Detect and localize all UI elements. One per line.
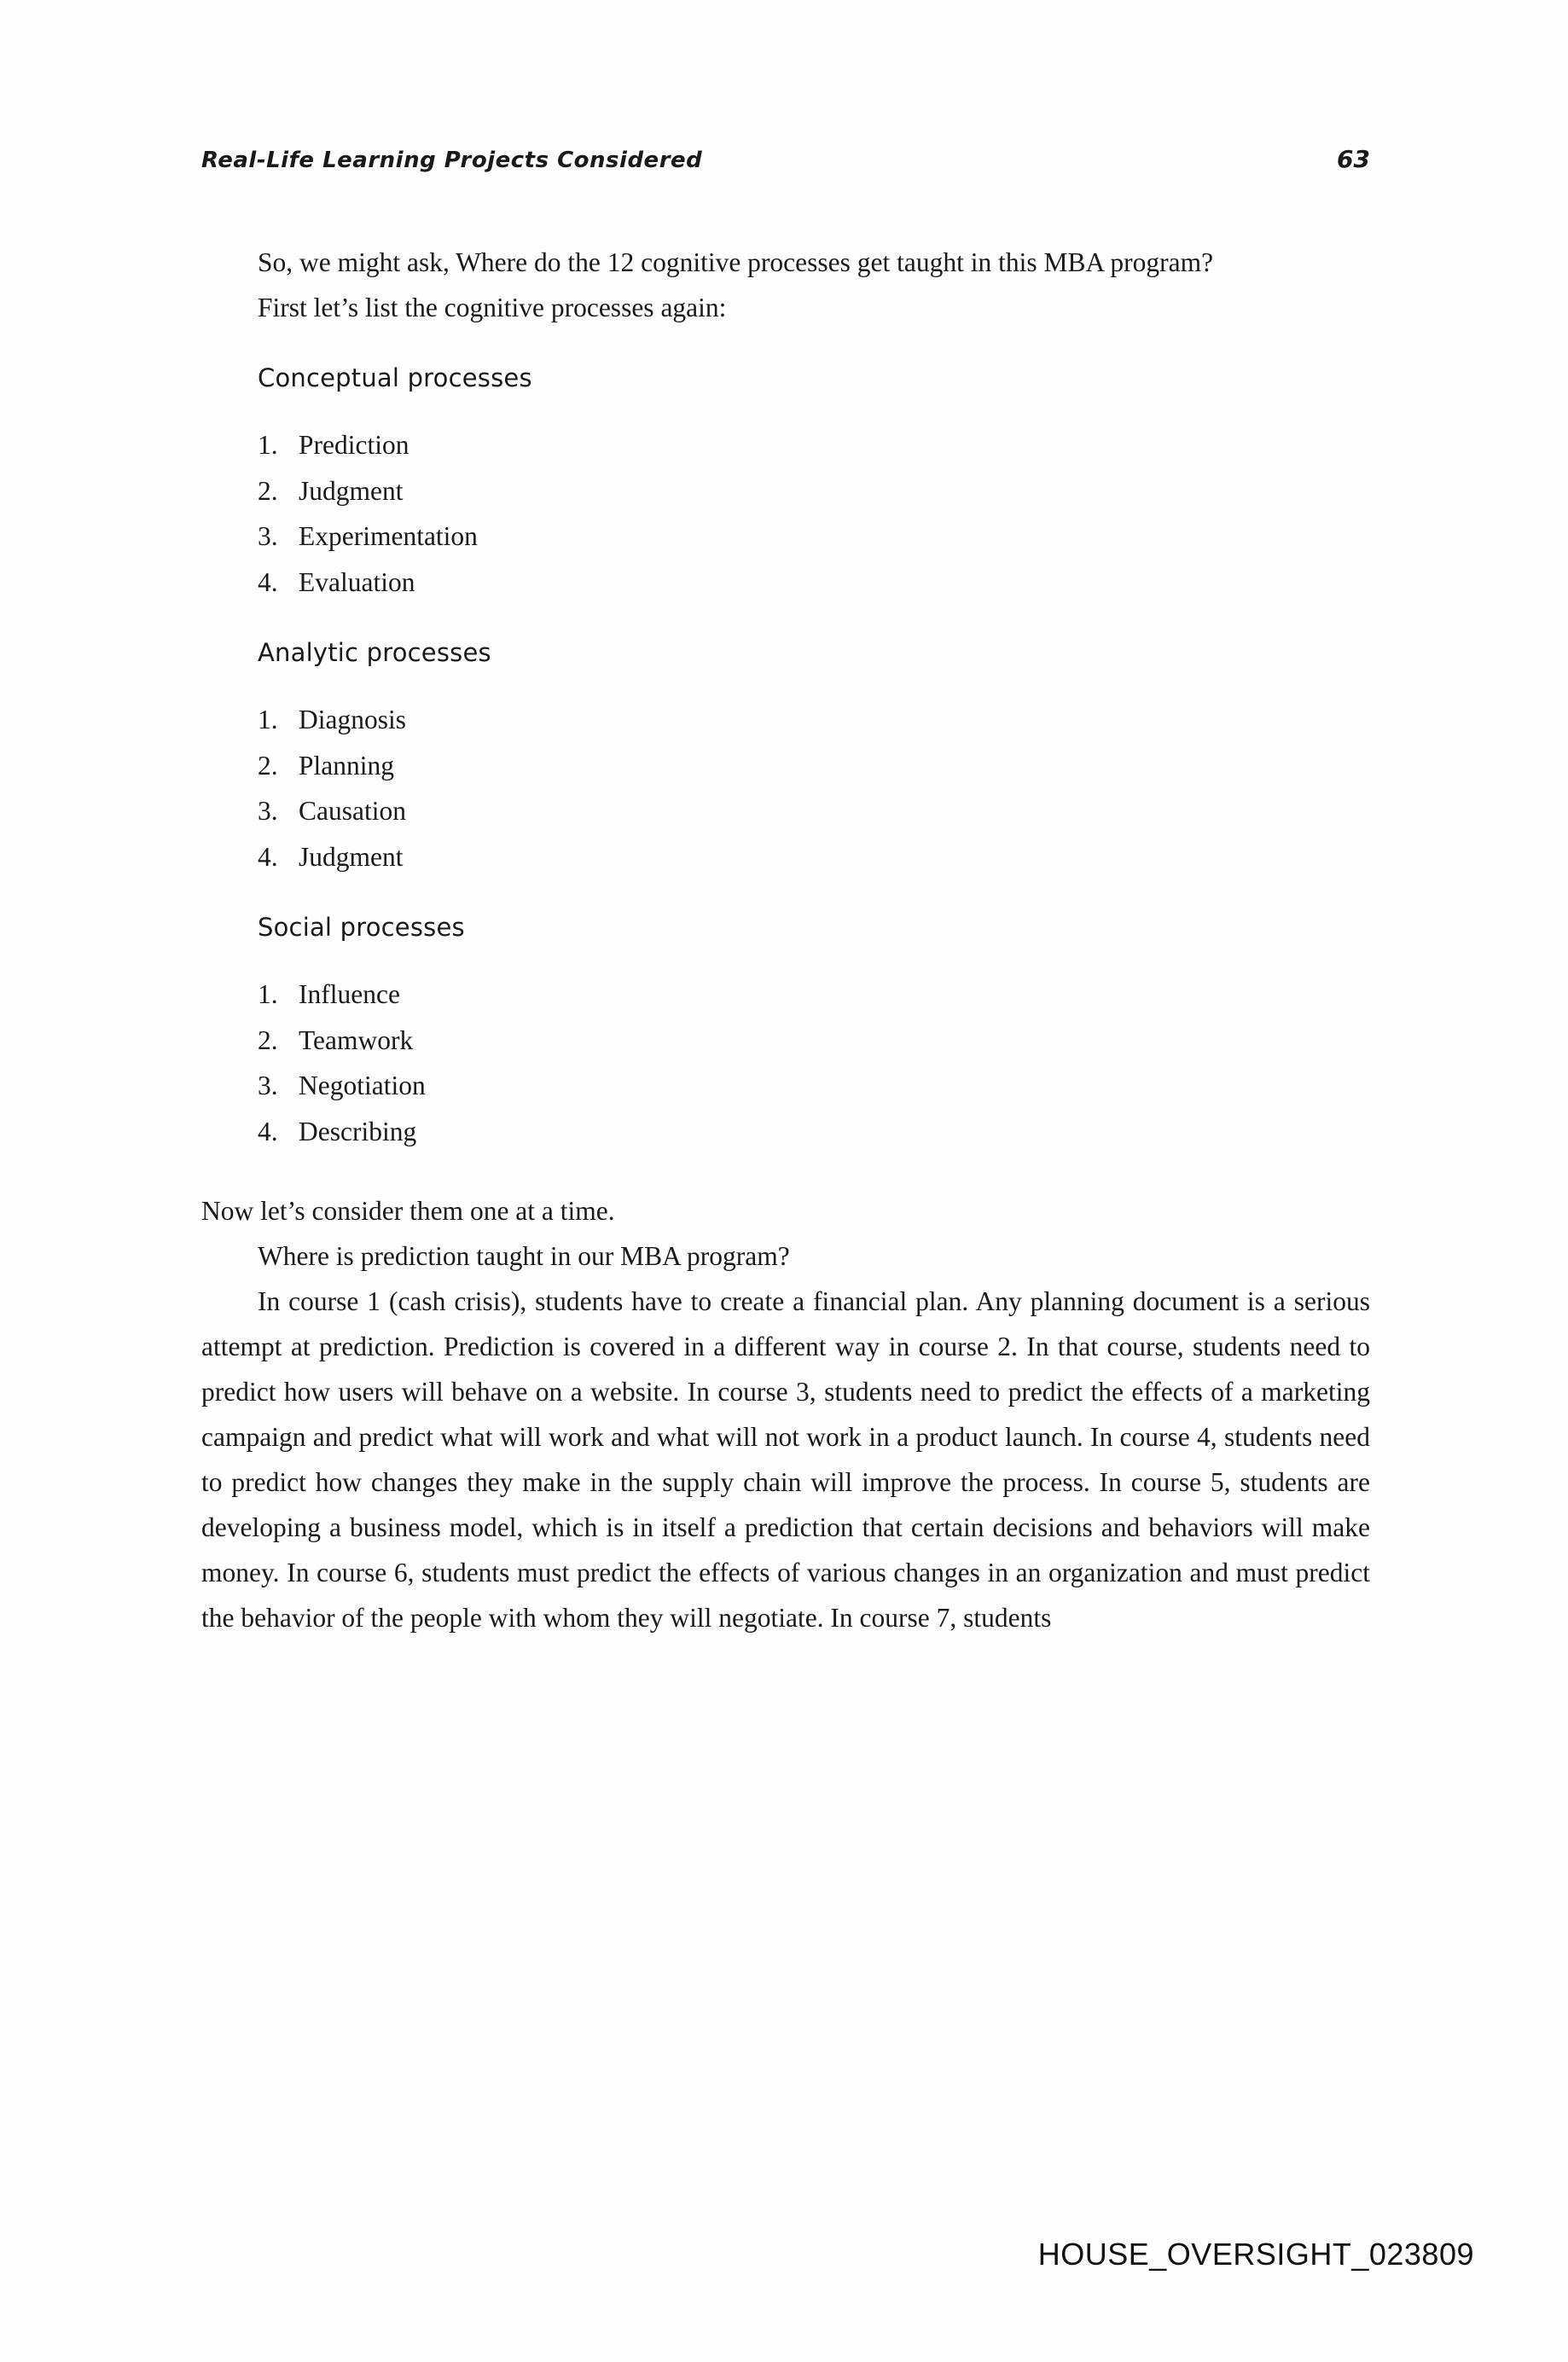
paragraph-3: Now let’s consider them one at a time. [201, 1196, 615, 1226]
list-item-label: Prediction [299, 430, 409, 460]
list-item-label: Causation [299, 796, 406, 826]
page-number: 63 [1337, 145, 1370, 173]
list-item [258, 1109, 1370, 1155]
list-item-label: Influence [299, 979, 400, 1009]
section-analytic [201, 634, 1370, 879]
list-item-number: 2. [258, 475, 278, 506]
list-social-processes [201, 972, 1370, 1154]
list-item [258, 1063, 1370, 1109]
list-item-label: Negotiation [299, 1071, 426, 1100]
list-item-label: Diagnosis [299, 705, 406, 734]
list-item-number: 1. [258, 430, 278, 460]
page-content [201, 145, 1370, 1640]
list-item [258, 514, 1370, 560]
list-item [258, 788, 1370, 834]
list-item [258, 468, 1370, 514]
list-item-label: Judgment [299, 475, 404, 506]
section-heading-conceptual: Conceptual processes [258, 363, 532, 392]
list-item-label: Describing [299, 1116, 417, 1146]
paragraph-4: Where is prediction taught in our MBA program? [258, 1241, 790, 1271]
paragraph-1: So, we might ask, Where do the 12 cognitive processes get taught in this MBA program? [258, 247, 1214, 277]
list-item-number: 3. [258, 1071, 278, 1100]
list-conceptual-processes [201, 422, 1370, 605]
section-conceptual [201, 359, 1370, 605]
list-item-label: Evaluation [299, 566, 415, 597]
list-item-number: 4. [258, 566, 278, 597]
list-item-number: 3. [258, 521, 278, 551]
list-item [258, 560, 1370, 606]
section-heading-social: Social processes [258, 913, 465, 942]
list-item [258, 743, 1370, 789]
running-head [201, 145, 1370, 173]
list-item-label: Judgment [299, 841, 404, 872]
list-item-number: 3. [258, 796, 278, 826]
list-analytic-processes [201, 697, 1370, 879]
list-item-number: 4. [258, 1116, 278, 1146]
paragraph-5: In course 1 (cash crisis), students have to create a financial plan. Any planning document is a serious attempt at prediction. Prediction is covered in a different way in course 2. In that course, students need to predict how users will behave on a website. In course 3, students need to predict the effects of a marketing campaign and predict what will work and what will not work in a product launch. In course 4, students need to predict how changes they make in the supply chain will improve the process. In course 5, students are developing a business model, which is in itself a prediction that certain decisions and behaviors will make money. In course 6, students must predict the effects of various changes in an organization and must predict the behavior of the people with whom they will negotiate. In course 7, students [201, 1286, 1370, 1633]
list-item-label: Teamwork [299, 1024, 414, 1055]
list-item-number: 2. [258, 750, 278, 781]
paragraph-2: First let’s list the cognitive processes again: [258, 293, 727, 322]
bates-stamp: HOUSE_OVERSIGHT_023809 [1037, 2237, 1474, 2272]
list-item [258, 422, 1370, 468]
list-item-number: 2. [258, 1024, 278, 1055]
list-item-label: Experimentation [299, 521, 478, 551]
list-item [258, 1018, 1370, 1064]
list-item-label: Planning [299, 750, 395, 781]
list-item [258, 834, 1370, 880]
section-heading-analytic: Analytic processes [258, 638, 491, 667]
list-item-number: 4. [258, 841, 278, 872]
list-item [258, 972, 1370, 1018]
running-head-title: Real-Life Learning Projects Considered [201, 148, 703, 173]
list-item [258, 697, 1370, 743]
section-social [201, 908, 1370, 1154]
body-continued [201, 1188, 1370, 1640]
list-item-number: 1. [258, 705, 278, 734]
list-item-number: 1. [258, 979, 278, 1009]
